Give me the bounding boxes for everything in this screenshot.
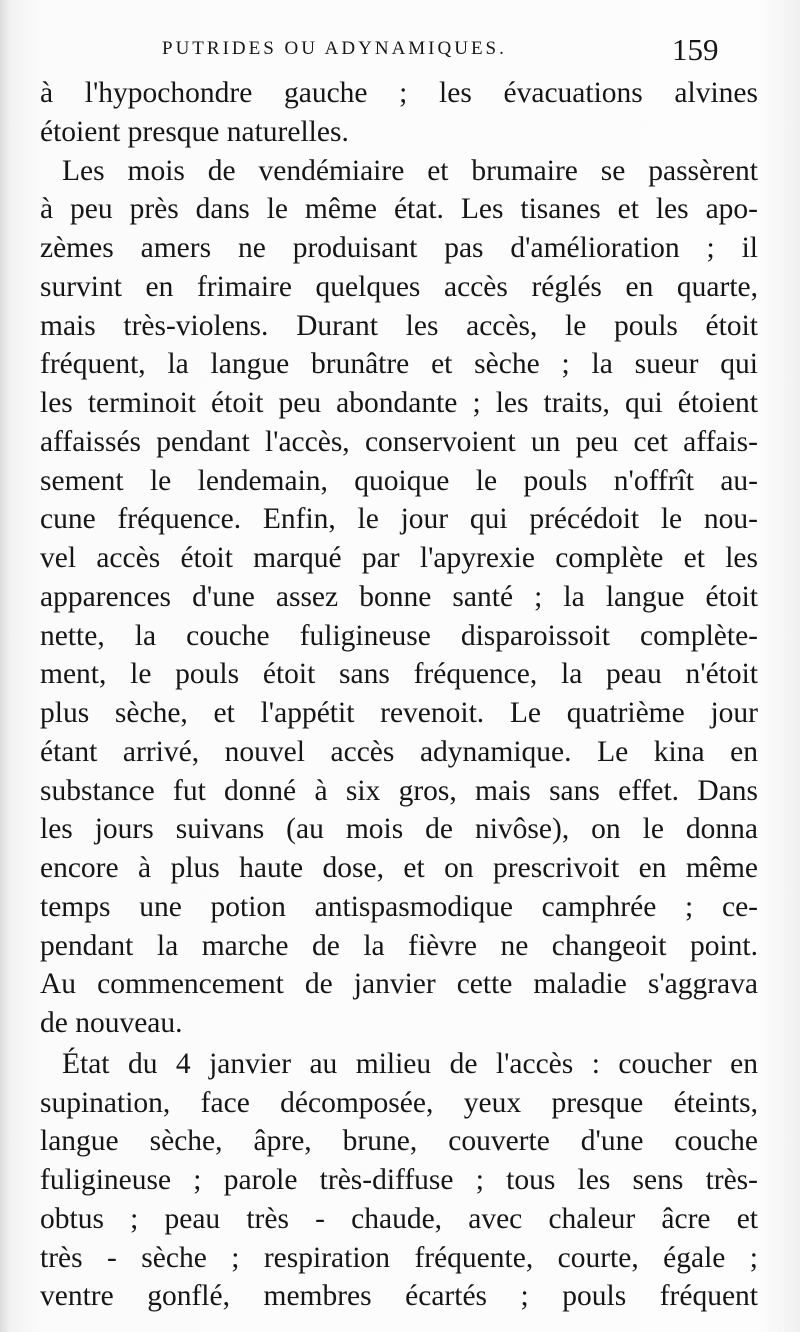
text-line: ventre gonflé, membres écartés ; pouls fréquent (40, 1280, 758, 1313)
text-line: survint en frimaire quelques accès réglés en quarte, (40, 270, 758, 303)
text-line: Les mois de vendémiaire et brumaire se passèrent (62, 154, 758, 187)
text-line: nette, la couche fuligineuse disparoissoit complète- (40, 619, 758, 652)
text-line: les jours suivans (au mois de nivôse), on le donna (40, 813, 758, 846)
text-line: les terminoit étoit peu abondante ; les traits, qui étoient (40, 387, 758, 419)
text-line: de nouveau. (40, 1007, 183, 1039)
text-line: obtus ; peau très - chaude, avec chaleur âcre et (40, 1202, 758, 1235)
text-line: ment, le pouls étoit sans fréquence, la peau n'étoit (40, 658, 758, 691)
text-line: cune fréquence. Enfin, le jour qui précédoit le nou- (40, 503, 758, 536)
text-line: mais très-violens. Durant les accès, le pouls étoit (40, 309, 758, 342)
text-line: très - sèche ; respiration fréquente, courte, égale ; (40, 1241, 758, 1274)
text-line: pendant la marche de la fièvre ne changeoit point. (40, 929, 758, 962)
text-line: fréquent, la langue brunâtre et sèche ; la sueur qui (40, 348, 758, 381)
text-line: État du 4 janvier au milieu de l'accès : coucher en (62, 1047, 758, 1080)
text-line: langue sèche, âpre, brune, couverte d'une couche (40, 1125, 758, 1158)
text-line: sement le lendemain, quoique le pouls n'offrît au- (40, 464, 758, 497)
text-line: étoient presque naturelles. (40, 115, 349, 148)
page-number: 159 (672, 32, 719, 67)
text-line: apparences d'une assez bonne santé ; la langue étoit (40, 580, 758, 613)
text-line: substance fut donné à six gros, mais sans effet. Dans (40, 774, 758, 807)
text-line: affaissés pendant l'accès, conservoient un peu cet affais- (40, 425, 758, 458)
text-line: encore à plus haute dose, et on prescrivoit en même (40, 852, 758, 884)
text-line: vel accès étoit marqué par l'apyrexie complète et les (40, 542, 758, 574)
text-line: plus sèche, et l'appétit revenoit. Le quatrième jour (40, 697, 758, 729)
text-line: étant arrivé, nouvel accès adynamique. Le kina en (40, 735, 758, 768)
page-header (0, 34, 800, 74)
text-line: à peu près dans le même état. Les tisanes et les apo- (40, 193, 758, 226)
text-line: à l'hypochondre gauche ; les évacuations alvines (40, 77, 758, 109)
text-line: zèmes amers ne produisant pas d'amélioration ; il (40, 232, 758, 264)
text-line: supination, face décomposée, yeux presque éteints, (40, 1086, 758, 1119)
text-line: Au commencement de janvier cette maladie s'aggrava (40, 968, 758, 1001)
text-line: temps une potion antispasmodique camphrée ; ce- (40, 890, 758, 923)
body-text (40, 74, 758, 1316)
running-head: PUTRIDES OU ADYNAMIQUES. (162, 38, 507, 59)
text-line: fuligineuse ; parole très-diffuse ; tous les sens très- (40, 1164, 758, 1196)
